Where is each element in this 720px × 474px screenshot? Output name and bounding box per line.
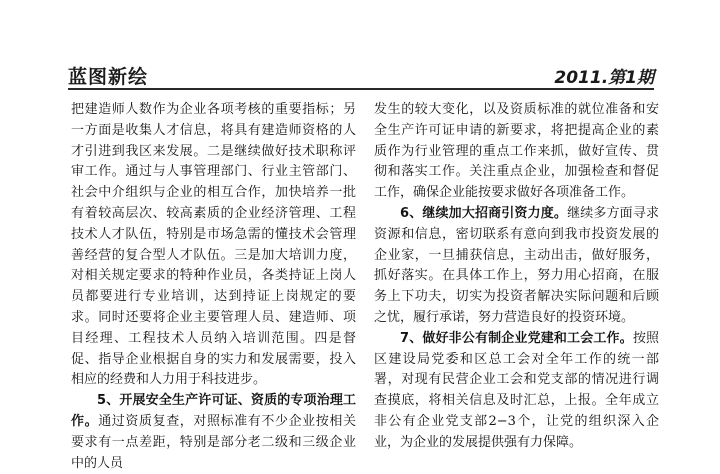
item-7-body: 按照区建设局党委和区总工会对全年工作的统一部署，对现有民营企业工会和党支部的情况进行调查摸底，将相关信息及时汇总，上报。全年成立非公有企业党支部2−3个，让党的组织深入企业，为企业的发展提供强有力保障。	[374, 330, 659, 450]
left-column	[71, 100, 356, 474]
issue-number: 2011.第1期	[554, 68, 654, 88]
paragraph-item-5	[71, 391, 356, 474]
item-5-body: 通过资质复查，对照标准有不少企业按相关要求有一点差距，特别是部分老二级和三级企业中的人员	[71, 413, 356, 471]
item-5-heading: 5、开展安全生产许可证、资质的专项治理工作。	[71, 393, 356, 429]
paragraph-continued: 把建造师人数作为企业各项考核的重要指标；另一方面是收集人才信息，将具有建造师资格的人才引进到我区来发展。二是继续做好技术职称评审工作。通过与人事管理部门、行业主管部门、社会中介组织与企业的相互合作，加快培养一批有着较高层次、较高素质的企业经济管理、工程技术人才队伍，特别是市场急需的懂技术会管理善经营的复合型人才队伍。三是加大培训力度，对相关规定要求的特种作业员，各类持证上岗人员都要进行专业培训，达到持证上岗规定的要求。同时还要将企业主要管理人员、建造师、项目经理、工程技术人员纳入培训范围。四是督促、指导企业根据自身的实力和发展需要，投入相应的经费和人力用于科技进步。	[71, 102, 356, 388]
journal-title: 蓝图新绘	[68, 66, 149, 88]
paragraph-item-5-continued: 发生的较大变化，以及资质标准的就位准备和安全生产许可证申请的新要求，将把提高企业的素质作为行业管理的重点工作来抓，做好宣传、贯彻和落实工作。关注重点企业，加强检查和督促工作，确保企业能按要求做好各项准备工作。	[374, 102, 659, 201]
header-divider	[68, 88, 654, 90]
page-header	[68, 62, 654, 86]
item-6-body: 继续多方面寻求资源和信息，密切联系有意向到我市投资发展的企业家，一旦捕获信息，主动出击，做好服务，抓好落实。在具体工作上，努力用心招商，在服务上下功夫，切实为投资者解决实际问题和后顾之忧，履行承诺，努力营造良好的投资环境。	[374, 205, 659, 325]
item-7-heading: 7、做好非公有制企业党建和工会工作。	[400, 330, 633, 346]
right-column	[374, 100, 659, 454]
paragraph-item-6	[374, 204, 659, 329]
item-6-heading: 6、继续加大招商引资力度。	[400, 205, 568, 221]
paragraph-item-7	[374, 329, 659, 454]
